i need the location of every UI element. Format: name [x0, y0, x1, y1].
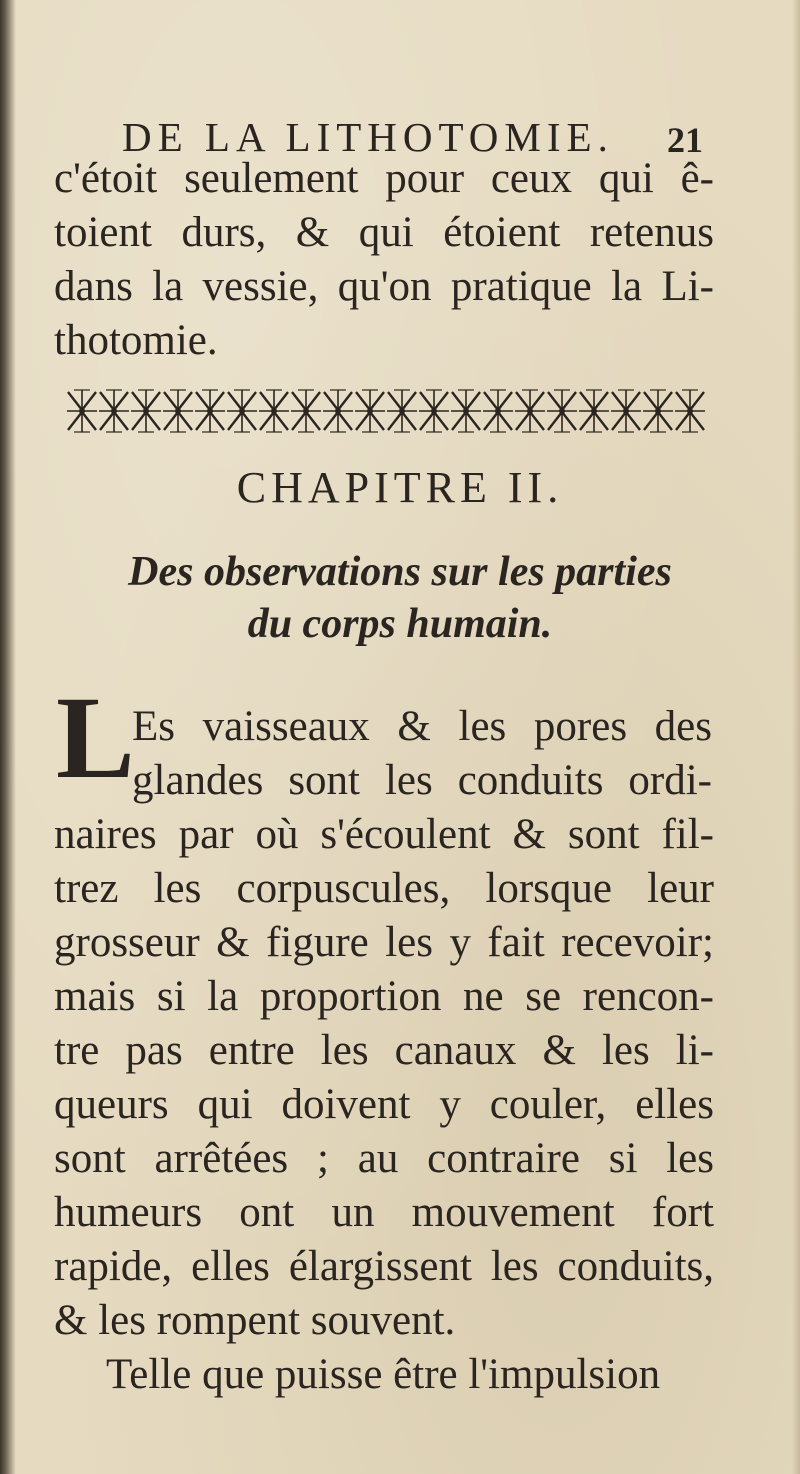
text-line: grosseur & figure les y fait recevoir; [54, 919, 714, 966]
text-line: c'étoit seulement pour ceux qui ê- [54, 155, 714, 202]
text-line: thotomie. [54, 317, 218, 364]
top-paragraph [54, 152, 714, 368]
page-number: 21 [667, 120, 703, 160]
text-line: mais si la proportion ne se rencon- [54, 973, 714, 1020]
printers-ornament-band-icon [66, 388, 708, 434]
text-line: glandes sont les conduits ordi- [132, 757, 712, 804]
text-line: toient durs, & qui étoient retenus [54, 209, 714, 256]
chapter-subtitle-line: Des observations sur les parties [128, 549, 672, 595]
chapter-subtitle [0, 546, 800, 650]
text-line: humeurs ont un mouvement fort [54, 1189, 714, 1236]
text-line: dans la vessie, qu'on pratique la Li- [54, 263, 714, 310]
chapter-title: CHAPITRE II. [236, 463, 564, 512]
running-header-title: DE LA LITHOTOMIE. [122, 114, 614, 160]
text-line: naires par où s'écoulent & sont fil- [54, 811, 714, 858]
text-line: queurs qui doivent y couler, elles [54, 1081, 714, 1128]
first-paragraph-body [54, 808, 714, 1402]
first-paragraph-opening [132, 700, 712, 808]
text-line: & les rompent souvent. [54, 1297, 456, 1344]
page-edge-shadow [792, 0, 800, 1474]
text-line: Es vaisseaux & les pores des [132, 703, 712, 750]
chapter-subtitle-line: du corps humain. [247, 601, 553, 647]
text-line: Telle que puisse être l'impulsion [106, 1351, 661, 1398]
text-line: tre pas entre les canaux & les li- [54, 1027, 714, 1074]
text-line: rapide, elles élargissent les conduits, [54, 1243, 714, 1290]
text-line: trez les corpuscules, lorsque leur [54, 865, 714, 912]
spine-shadow [0, 0, 16, 1474]
drop-cap-letter: L [56, 672, 135, 803]
text-line: sont arrêtées ; au contraire si les [54, 1135, 714, 1182]
